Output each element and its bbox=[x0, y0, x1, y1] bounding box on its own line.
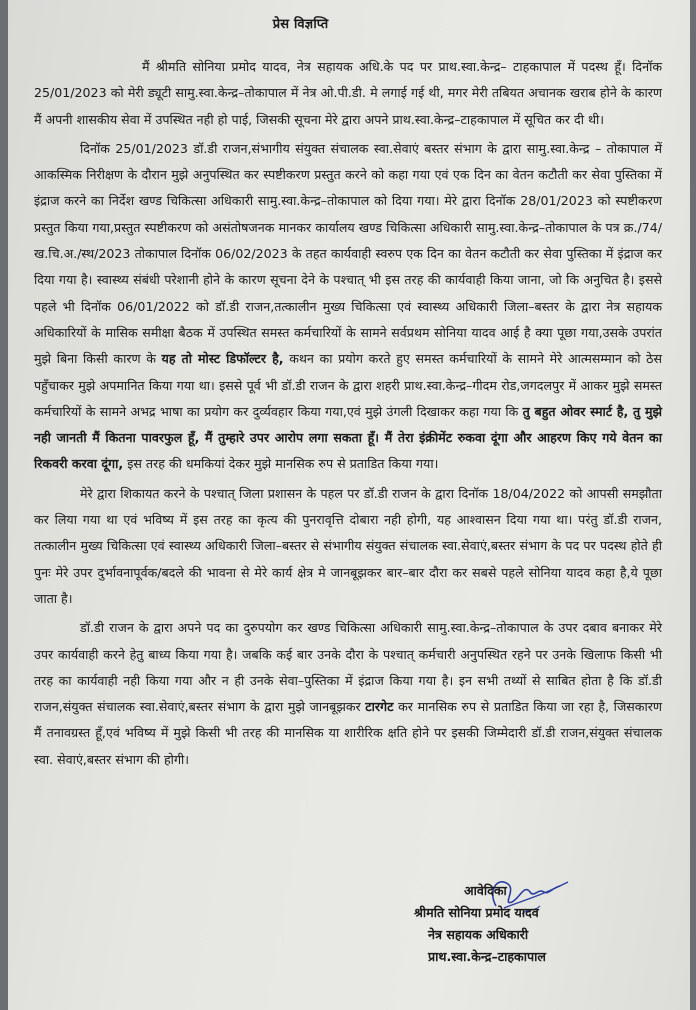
page-title: प्रेस विज्ञप्ति bbox=[272, 17, 329, 32]
paragraph bbox=[34, 481, 662, 612]
bold-quote: टारगेट bbox=[365, 699, 394, 715]
paragraph-text: मैं श्रीमति सोनिया प्रमोद यादव, नेत्र सहायक अधि.के पद पर प्राथ.स्वा.केन्द्र– टाहकापाल में पदस्थ हूँ। दिनॉक 25/01/2023 को मेरी ड्यूटी सामु.स्वा.केन्द्र–तोकापाल में नेत्र ओ.पी.डी. मे लगाई गई थी, मगर मेरी तबियत अचानक खराब होने के कारण मैं अपनी शासकीय सेवा में उपस्थित नही हो पाई, जिसकी सूचना मेरे द्वारा अपने प्राथ.स्वा.केन्द्र–टाहकापाल में सूचित कर दी थी। bbox=[34, 59, 662, 127]
bold-quote: यह तो मोस्ट डिफॉल्टर है, bbox=[161, 351, 284, 367]
document-body bbox=[34, 54, 662, 773]
paragraph-text: इस तरह की धमकियां देकर मुझे मानसिक रुप से प्रताडित किया गया। bbox=[123, 456, 439, 472]
bold-quote: तु बहुत ओवर स्मार्ट है, तु मुझे नही जानती मैं कितना पावरफुल हूँ, मैं तुम्हारे उपर आरोप लगा सकता हूँ। मैं तेरा इंक्रीमेंट रुकवा दूंगा और आहरण किए गये वेतन का रिकवरी करवा दूंगा, bbox=[34, 403, 663, 472]
paragraph bbox=[34, 615, 662, 773]
signature-label: आवेदिका bbox=[464, 883, 507, 898]
paragraph-text: कथन का प्रयोग करते हुए समस्त कर्मचारियों के सामने मेरे आत्मसम्मान को ठेस पहुँचाकर मुझे अपमानित किया गया था। इससे पूर्व भी डॉ.डी राजन के द्वारा शहरी प्राथ.स्वा.केन्द्र–गीदम रोड,जगदलपुर में आकर मुझे समस्त कर्मचारियों के सामने अभद्र भाषा का प्रयोग कर दुर्व्यवहार किया गया,एवं मुझे उंगली दिखाकर कहा गया कि bbox=[34, 351, 662, 419]
paragraph-text: मेरे द्वारा शिकायत करने के पश्चात् जिला प्रशासन के पहल पर डॉ.डी राजन के द्वारा दिनॉक 18/04/2022 को आपसी समझौता कर लिया गया था एवं भविष्य में इस तरह का कृत्य की पुनरावृत्ति दोबारा नही होगी, यह आश्वासन दिया गया था। परंतु डॉ.डी राजन, तत्कालीन मुख्य चिकित्सा एवं स्वास्थ्य अधिकारी जिला–बस्तर से संभागीय संयुक्त संचालक स्वा.सेवाएं,बस्तर संभाग के पद पर पदस्थ होते ही पुनः मेरे उपर दुर्भावनापूर्वक/बदले की भावना से मेरे कार्य क्षेत्र मे जानबूझकर बार–बार दौरा कर सबसे पहले सोनिया यादव कहा है,ये पूछा जाता है। bbox=[34, 485, 662, 606]
signer-office: प्राथ.स्वा.केन्द्र–टाहकापाल bbox=[428, 949, 546, 964]
signature-block bbox=[414, 880, 654, 968]
signer-name: श्रीमति सोनिया प्रमोद यादव bbox=[414, 905, 539, 920]
paragraph bbox=[34, 136, 662, 478]
paragraph-text: कर मानसिक रुप से प्रताडित किया जा रहा है, जिसकारण मैं तनावग्रस्त हूँ,एवं भविष्य में मुझे किसी भी तरह की मानसिक या शारीरिक क्षति होने पर इसकी जिम्मेदारी डॉ.डी राजन,संयुक्त संचालक स्वा. सेवाएं,बस्तर संभाग की होगी। bbox=[34, 699, 662, 767]
signer-designation: नेत्र सहायक अधिकारी bbox=[428, 927, 529, 942]
paragraph-text: डॉ.डी राजन के द्वारा अपने पद का दुरुपयोग कर खण्ड चिकित्सा अधिकारी सामु.स्वा.केन्द्र–तोकापाल के उपर दबाव बनाकर मेरे उपर कार्यवाही करने हेतु बाध्य किया गया है। जबकि कई बार उनके दौरा के पश्चात् कर्मचारी अनुपस्थित रहने पर उनके खिलाफ किसी भी तरह का कार्यवाही नही किया गया और न ही उनके सेवा–पुस्तिका में इंद्राज किया गया है। इन सभी तथ्यों से साबित होता है कि डॉ.डी राजन,संयुक्त संचालक स्वा.सेवाएं,बस्तर संभाग के द्वारा मुझे जानबूझकर bbox=[34, 620, 662, 715]
paragraph-text: दिनॉक 25/01/2023 डॉ.डी राजन,संभागीय संयुक्त संचालक स्वा.सेवाएं बस्तर संभाग के द्वारा सामु.स्वा.केन्द्र – तोकापाल में आकस्मिक निरीक्षण के दौरान मुझे अनुपस्थित कर स्पष्टीकरण प्रस्तुत करने को कहा गया एवं एक दिन का वेतन कटौती कर सेवा पुस्तिका में इंद्राज करने का निर्देश खण्ड चिकित्सा अधिकारी सामु.स्वा.केन्द्र–तोकापाल को दिया गया। मेरे द्वारा दिनॉक 28/01/2023 को स्पष्टीकरण प्रस्तुत किया गया,प्रस्तुत स्पष्टीकरण को असंतोषजनक मानकर कार्यालय खण्ड चिकित्सा अधिकारी सामु.स्वा.केन्द्र–तोकापाल के पत्र क्र./74/ख.चि.अ./स्थ/2023 तोकापाल दिनॉक 06/02/2023 के तहत कार्यवाही स्वरुप एक दिन का वेतन कटौती कर सेवा पुस्तिका में इंद्राज कर दिया गया है। स्वास्थ्य संबंधी परेशानी होने के कारण सूचना देने के पश्चात् भी इस तरह की कार्यवाही किया जाना, जो कि अनुचित है। इससे पहले भी दिनॉक 06/01/2022 को डॉ.डी राजन,तत्कालीन मुख्य चिकित्सा एवं स्वास्थ्य अधिकारी जिला–बस्तर के द्वारा नेत्र सहायक अधिकारियों के मासिक समीक्षा बैठक में उपस्थित समस्त कर्मचारियों के सामने सर्वप्रथम सोनिया यादव आई है क्या पूछा गया,उसके उपरांत मुझे बिना किसी कारण के bbox=[34, 140, 662, 367]
paragraph bbox=[34, 54, 662, 133]
document-page bbox=[8, 0, 690, 1010]
